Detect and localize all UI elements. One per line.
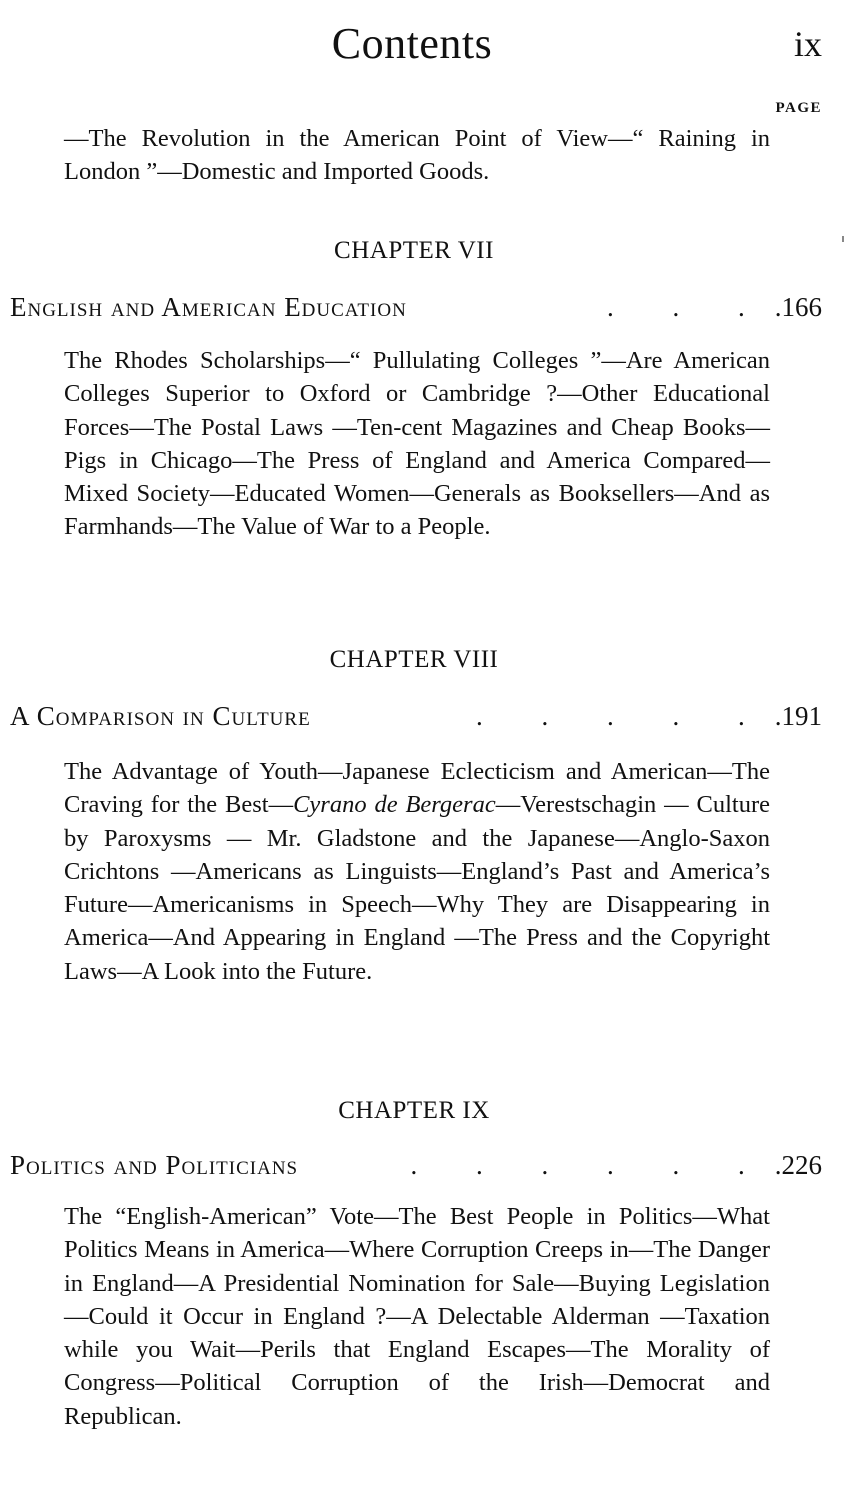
dot-leader: . . . . . . (410, 1150, 771, 1180)
chapter-viii-summary (64, 755, 770, 988)
summary-text-part: —Verestschagin — Culture by Paroxysms — Mr. Gladstone and the Japanese—Anglo-Saxon Crichtons —Americans as Linguists—England’s Past and America’s Future—Americanisms in Speech—Why They are Disappearing in America—And Appearing in England —The Press and the Copyright Laws—A Look into the Future. (64, 791, 770, 985)
dot-leader: . . . (607, 292, 771, 322)
chapter-label-viii: CHAPTER VIII (329, 646, 499, 673)
entry-title: Politics and Politicians (10, 1150, 299, 1180)
toc-entry-chapter-ix[interactable] (10, 1150, 822, 1186)
entry-page-number: .191 (774, 701, 822, 731)
summary-italic-title: Cyrano de Bergerac (293, 791, 496, 819)
folio-page-number: ix (793, 24, 822, 64)
toc-entry-chapter-viii[interactable] (10, 701, 822, 737)
page-column-label: PAGE (775, 100, 822, 116)
margin-mark (842, 236, 844, 242)
running-head (0, 16, 864, 72)
running-title: Contents (331, 19, 493, 68)
chapter-label-ix: CHAPTER IX (338, 1097, 490, 1124)
entry-title: English and American Education (10, 292, 407, 322)
entry-page-number: .226 (774, 1150, 822, 1180)
dot-leader: . . . . . (476, 701, 771, 731)
chapter-label-vii: CHAPTER VII (334, 237, 494, 264)
entry-page-number: .166 (774, 292, 822, 322)
continued-summary: —The Revolution in the American Point of View—“ Raining in London ”—Domestic and Imported Goods. (64, 125, 770, 186)
chapter-ix-summary: The “English-American” Vote—The Best People in Politics—What Politics Means in America—Where Corruption Creeps in—The Danger in England—A Presidential Nomination for Sale—Buying Legislation —Could it Occur in England ?—A Delectable Alderman —Taxation while you Wait—Perils that England Escapes—The Morality of Congress—Political Corruption of the Irish—Democrat and Republican. (64, 1203, 770, 1430)
toc-entry-chapter-vii[interactable] (10, 292, 822, 328)
entry-title: A Comparison in Culture (10, 701, 311, 731)
summary-text-part: The Advantage of Youth—Japanese Eclecticism and American—The Craving for the Best— (64, 758, 770, 819)
chapter-vii-summary: The Rhodes Scholarships—“ Pullulating Colleges ”—Are American Colleges Superior to Oxford or Cambridge ?—Other Educational Forces—The Postal Laws —Ten-cent Magazines and Cheap Books—Pigs in Chicago—The Press of England and America Compared—Mixed Society—Educated Women—Generals as Booksellers—And as Farmhands—The Value of War to a People. (64, 347, 770, 541)
